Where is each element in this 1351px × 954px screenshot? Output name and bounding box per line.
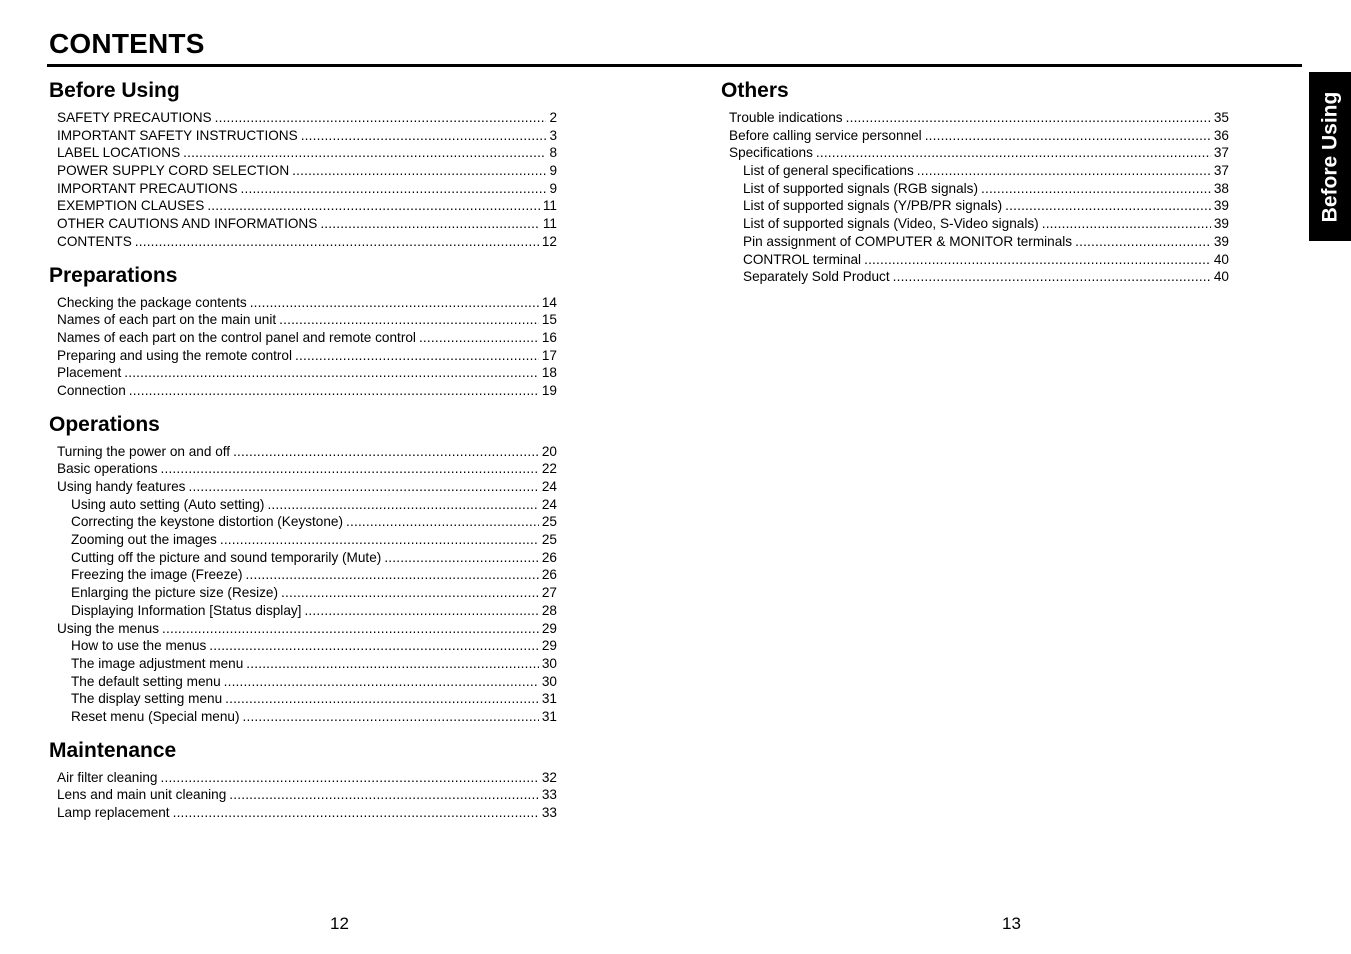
toc-entry[interactable]	[49, 690, 557, 708]
toc-entry-title: Connection	[57, 382, 126, 398]
toc-entry-title: Cutting off the picture and sound temporarily (Mute)	[71, 549, 382, 565]
dot-leader	[917, 162, 1211, 180]
toc-entry-title: The display setting menu	[71, 691, 223, 707]
toc-entry-title: Freezing the image (Freeze)	[71, 567, 243, 583]
toc-entry-page: 33	[541, 805, 557, 820]
toc-entry[interactable]	[49, 109, 557, 127]
toc-section	[49, 263, 557, 400]
toc-entry-title: Separately Sold Product	[743, 269, 890, 285]
section-heading: Others	[721, 79, 789, 102]
toc-entry[interactable]	[49, 144, 557, 162]
toc-entry-page: 11	[542, 216, 557, 232]
toc-entry[interactable]	[49, 382, 557, 400]
toc-entry[interactable]	[49, 294, 557, 312]
toc-entry-title: Reset menu (Special menu)	[71, 708, 240, 724]
toc-entry-title: Displaying Information [Status display]	[71, 602, 302, 618]
toc-entry-title: Lens and main unit cleaning	[57, 787, 227, 803]
toc-entry-page: 35	[1213, 110, 1229, 125]
toc-entry[interactable]	[49, 180, 557, 198]
toc-entry[interactable]	[721, 197, 1229, 215]
toc-entry-title: Placement	[57, 365, 122, 381]
toc-section	[49, 738, 557, 822]
toc-entry[interactable]	[49, 708, 557, 726]
dot-leader	[1075, 233, 1211, 251]
toc-entry-title: POWER SUPPLY CORD SELECTION	[57, 163, 290, 179]
toc-entry-page: 27	[541, 585, 557, 601]
dot-leader	[124, 364, 539, 382]
dot-leader	[246, 655, 539, 673]
toc-entry-title: IMPORTANT PRECAUTIONS	[57, 180, 238, 196]
toc-entry-page: 8	[549, 145, 557, 161]
toc-entry[interactable]	[721, 162, 1229, 180]
toc-entry-page: 38	[1213, 180, 1229, 196]
toc-section	[49, 412, 557, 726]
dot-leader	[279, 311, 539, 329]
toc-entry[interactable]	[49, 531, 557, 549]
page-title: CONTENTS	[49, 28, 205, 59]
left-column	[49, 78, 557, 834]
toc-entry-title: List of supported signals (RGB signals)	[743, 180, 978, 196]
toc-entry-title: CONTROL terminal	[743, 251, 862, 267]
toc-entry-title: List of supported signals (Y/PB/PR signals)	[743, 198, 1003, 214]
toc-entry-title: How to use the menus	[71, 638, 207, 654]
toc-entry[interactable]	[49, 443, 557, 461]
toc-entry-title: List of supported signals (Video, S-Video signals)	[743, 216, 1039, 232]
toc-entry[interactable]	[49, 496, 557, 514]
toc-entry[interactable]	[49, 769, 557, 787]
toc-entry-title: Enlarging the picture size (Resize)	[71, 585, 279, 601]
toc-entry-title: IMPORTANT SAFETY INSTRUCTIONS	[57, 127, 298, 143]
dot-leader	[162, 620, 539, 638]
toc-entry-title: Pin assignment of COMPUTER & MONITOR terminals	[743, 233, 1073, 249]
toc-entry-title: Before calling service personnel	[729, 127, 922, 143]
toc-entry-title: List of general specifications	[743, 163, 914, 179]
toc-entry[interactable]	[49, 329, 557, 347]
dot-leader	[209, 637, 539, 655]
toc-entry[interactable]	[49, 197, 557, 215]
toc-entry-page: 16	[541, 329, 557, 345]
toc-list	[721, 109, 1229, 286]
section-heading: Operations	[49, 412, 160, 436]
toc-entry-title: EXEMPTION CLAUSES	[57, 198, 205, 214]
toc-entry[interactable]	[49, 602, 557, 620]
title-divider	[47, 64, 1302, 67]
dot-leader	[846, 109, 1211, 127]
toc-entry-title: Using the menus	[57, 620, 160, 636]
toc-entry-title: Names of each part on the control panel and remote control	[57, 329, 416, 345]
dot-leader	[864, 251, 1211, 269]
toc-entry[interactable]	[49, 364, 557, 382]
dot-leader	[225, 690, 539, 708]
toc-entry-page: 37	[1213, 163, 1229, 179]
toc-entry-title: SAFETY PRECAUTIONS	[57, 110, 212, 125]
dot-leader	[246, 566, 539, 584]
toc-entry-page: 9	[549, 180, 557, 196]
toc-entry[interactable]	[721, 215, 1229, 233]
toc-entry[interactable]	[49, 127, 557, 145]
toc-entry-page: 26	[541, 549, 557, 565]
dot-leader	[243, 708, 539, 726]
toc-entry-title: Names of each part on the main unit	[57, 312, 277, 328]
dot-leader	[925, 127, 1211, 145]
toc-entry[interactable]	[721, 180, 1229, 198]
dot-leader	[301, 127, 547, 145]
toc-entry[interactable]	[721, 109, 1229, 127]
page-number-right: 13	[1002, 914, 1021, 933]
dot-leader	[161, 769, 539, 787]
toc-entry[interactable]	[49, 215, 557, 233]
toc-list	[49, 109, 557, 251]
toc-entry[interactable]	[49, 566, 557, 584]
toc-entry-page: 29	[541, 638, 557, 654]
dot-leader	[224, 673, 539, 691]
toc-entry-title: Zooming out the images	[71, 532, 217, 548]
dot-leader	[161, 460, 539, 478]
dot-leader	[207, 197, 540, 215]
dot-leader	[229, 786, 539, 804]
toc-entry[interactable]	[721, 251, 1229, 269]
toc-entry[interactable]	[49, 478, 557, 496]
toc-entry-page: 29	[541, 620, 557, 636]
toc-entry-title: Checking the package contents	[57, 294, 247, 310]
toc-section	[721, 78, 1229, 286]
toc-entry-page: 36	[1213, 127, 1229, 143]
dot-leader	[292, 162, 546, 180]
toc-list	[49, 443, 557, 726]
toc-entry[interactable]	[49, 347, 557, 365]
section-heading: Maintenance	[49, 738, 177, 762]
toc-entry[interactable]	[721, 233, 1229, 251]
toc-entry-title: CONTENTS	[57, 233, 132, 249]
toc-entry-page: 17	[541, 347, 557, 363]
toc-entry-page: 28	[541, 602, 557, 618]
toc-entry[interactable]	[49, 637, 557, 655]
dot-leader	[384, 549, 539, 567]
toc-entry-title: Preparing and using the remote control	[57, 347, 293, 363]
toc-entry-title: LABEL LOCATIONS	[57, 145, 181, 161]
dot-leader	[1042, 215, 1211, 233]
toc-entry-title: Correcting the keystone distortion (Keystone)	[71, 514, 344, 530]
toc-entry-page: 39	[1213, 216, 1229, 232]
dot-leader	[250, 294, 539, 312]
toc-entry-page: 22	[541, 461, 557, 477]
toc-entry-page: 40	[1213, 269, 1229, 285]
dot-leader	[188, 478, 538, 496]
toc-entry-page: 19	[541, 382, 557, 398]
toc-entry-page: 9	[549, 163, 557, 179]
section-side-tab	[1309, 72, 1351, 241]
toc-entry-page: 32	[541, 769, 557, 785]
toc-entry-title: Air filter cleaning	[57, 769, 158, 785]
dot-leader	[233, 443, 539, 461]
toc-entry-page: 39	[1213, 198, 1229, 214]
toc-entry[interactable]	[721, 268, 1229, 286]
section-heading: Before Using	[49, 79, 180, 102]
toc-entry[interactable]	[721, 127, 1229, 145]
dot-leader	[173, 804, 539, 822]
toc-entry-page: 24	[541, 479, 557, 494]
toc-list	[49, 294, 557, 400]
toc-entry-page: 3	[549, 127, 557, 143]
toc-entry-page: 37	[1213, 145, 1229, 161]
toc-entry-page: 12	[541, 233, 557, 249]
dot-leader	[419, 329, 539, 347]
toc-entry-title: Basic operations	[57, 461, 158, 477]
toc-entry-page: 26	[541, 567, 557, 583]
dot-leader	[295, 347, 539, 365]
toc-entry-page: 14	[541, 294, 557, 310]
dot-leader	[816, 144, 1211, 162]
dot-leader	[320, 215, 540, 233]
dot-leader	[183, 144, 546, 162]
dot-leader	[893, 268, 1211, 286]
toc-entry-page: 20	[541, 443, 557, 459]
toc-entry-page: 15	[541, 312, 557, 328]
toc-entry-page: 31	[541, 708, 557, 724]
dot-leader	[241, 180, 547, 198]
toc-entry-page: 25	[541, 514, 557, 530]
toc-entry-page: 25	[541, 532, 557, 548]
toc-entry[interactable]	[49, 460, 557, 478]
toc-entry-title: OTHER CAUTIONS AND INFORMATIONS	[57, 216, 318, 232]
toc-entry[interactable]	[49, 655, 557, 673]
toc-entry-page: 33	[541, 787, 557, 803]
toc-entry[interactable]	[49, 549, 557, 567]
toc-entry[interactable]	[49, 162, 557, 180]
side-tab-label: Before Using	[1318, 91, 1341, 222]
toc-list	[49, 769, 557, 822]
toc-entry-page: 18	[541, 365, 557, 381]
dot-leader	[215, 109, 547, 127]
toc-entry[interactable]	[49, 804, 557, 822]
toc-entry[interactable]	[49, 673, 557, 691]
dot-leader	[220, 531, 539, 549]
dot-leader	[129, 382, 539, 400]
toc-entry[interactable]	[49, 513, 557, 531]
toc-entry-title: Using handy features	[57, 479, 186, 494]
toc-entry-title: The image adjustment menu	[71, 655, 244, 671]
toc-entry-page: 2	[549, 110, 557, 125]
toc-entry[interactable]	[49, 620, 557, 638]
toc-entry-page: 31	[541, 691, 557, 707]
dot-leader	[981, 180, 1211, 198]
toc-entry-title: Specifications	[729, 145, 813, 161]
page-number-left: 12	[330, 914, 349, 933]
toc-entry-title: Lamp replacement	[57, 805, 170, 820]
toc-section	[49, 78, 557, 251]
dot-leader	[1005, 197, 1211, 215]
toc-entry[interactable]	[49, 584, 557, 602]
toc-entry-page: 40	[1213, 251, 1229, 267]
toc-entry[interactable]	[49, 786, 557, 804]
dot-leader	[281, 584, 539, 602]
dot-leader	[304, 602, 538, 620]
toc-entry-title: Using auto setting (Auto setting)	[71, 496, 265, 512]
toc-entry[interactable]	[49, 311, 557, 329]
toc-entry-page: 39	[1213, 233, 1229, 249]
toc-entry[interactable]	[49, 233, 557, 251]
toc-entry-page: 11	[542, 198, 557, 214]
toc-entry[interactable]	[721, 144, 1229, 162]
dot-leader	[267, 496, 538, 514]
section-heading: Preparations	[49, 263, 178, 287]
right-column	[721, 78, 1229, 298]
toc-entry-title: Turning the power on and off	[57, 443, 231, 459]
toc-entry-page: 24	[541, 496, 557, 512]
toc-entry-page: 30	[541, 673, 557, 689]
dot-leader	[135, 233, 539, 251]
toc-entry-title: The default setting menu	[71, 673, 221, 689]
toc-entry-page: 30	[541, 655, 557, 671]
dot-leader	[346, 513, 539, 531]
toc-entry-title: Trouble indications	[729, 110, 843, 125]
